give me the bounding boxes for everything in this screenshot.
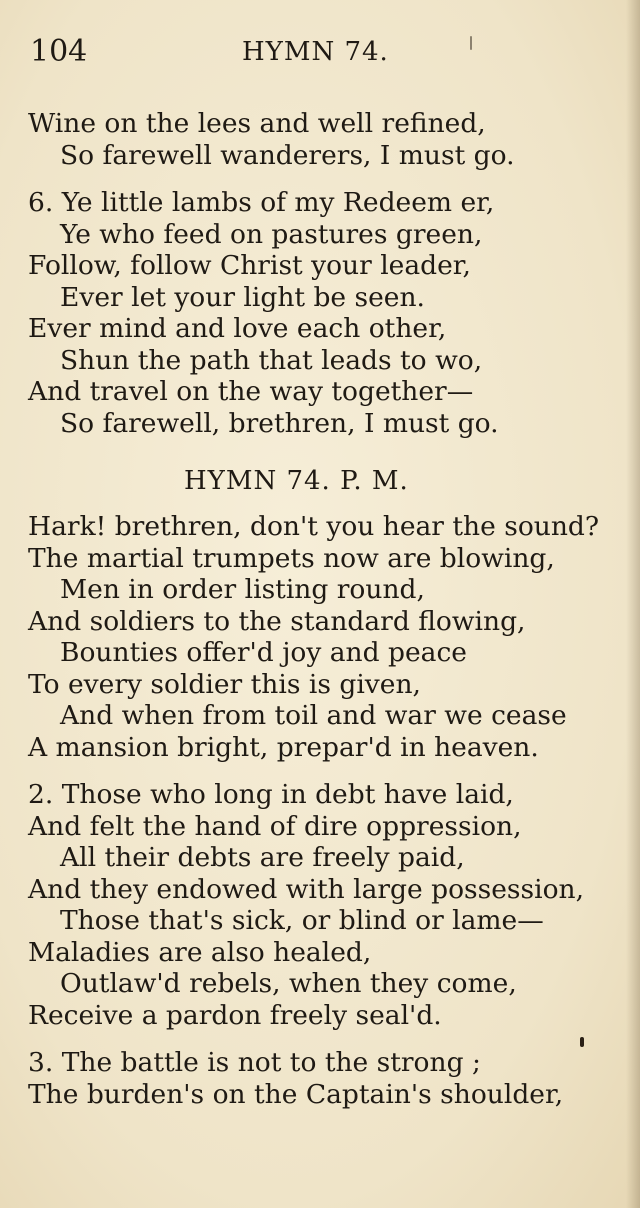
verse-line: Receive a pardon freely seal'd.: [28, 999, 442, 1031]
verse-line: So farewell wanderers, I must go.: [60, 139, 515, 171]
verse-line: And they endowed with large possession,: [28, 873, 585, 905]
verse-line: Hark! brethren, don't you hear the sound?: [28, 511, 600, 542]
verse-line: And felt the hand of dire oppression,: [28, 810, 522, 842]
verse-line: Ever let your light be seen.: [60, 281, 425, 313]
verse-line: All their debts are freely paid,: [60, 842, 465, 873]
verse-line: The burden's on the Captain's shoulder,: [28, 1078, 564, 1110]
verse-line: 6. Ye little lambs of my Redeem er,: [28, 187, 495, 218]
verse-6: [28, 187, 628, 439]
verse-line: And travel on the way together—: [28, 376, 474, 407]
title-gap: [28, 501, 628, 511]
stanza-gap: [28, 171, 628, 187]
ink-speck: [580, 1037, 584, 1047]
ink-speck: [470, 36, 472, 50]
stanza-gap: [28, 763, 628, 779]
stanza-gap: [28, 1031, 628, 1047]
running-head: HYMN 74.: [242, 37, 389, 67]
hymn-text: [28, 108, 628, 1110]
verse-line: So farewell, brethren, I must go.: [60, 407, 499, 439]
verse-line: To every soldier this is given,: [28, 668, 421, 700]
verse-line: And soldiers to the standard flowing,: [28, 605, 526, 637]
stanza-1: [28, 511, 628, 763]
page-number: 104: [30, 34, 88, 69]
stanza-2: [28, 779, 628, 1031]
page-edge-shadow: [626, 0, 640, 1208]
verse-line: Shun the path that leads to wo,: [60, 344, 483, 376]
verse-line: Ye who feed on pastures green,: [60, 218, 483, 250]
verse-line: Ever mind and love each other,: [28, 313, 447, 344]
verse-line: Men in order listing round,: [60, 574, 425, 605]
verse-line: Follow, follow Christ your leader,: [28, 250, 471, 281]
verse-line: A mansion bright, prepar'd in heaven.: [28, 731, 539, 763]
verse-line: Those that's sick, or blind or lame—: [60, 905, 544, 936]
verse-line: Bounties offer'd joy and peace: [60, 637, 467, 668]
verse-line: And when from toil and war we cease: [60, 700, 567, 731]
verse-line: 3. The battle is not to the strong ;: [28, 1047, 481, 1078]
verse-line: 2. Those who long in debt have laid,: [28, 779, 514, 810]
hymn-title: HYMN 74. P. M.: [184, 466, 409, 496]
title-gap: [28, 439, 628, 461]
stanza-3: [28, 1047, 628, 1110]
verse-line: Maladies are also healed,: [28, 936, 372, 968]
verse-line: Wine on the lees and well refined,: [28, 108, 486, 139]
page-header: [30, 30, 620, 74]
verse-line: The martial trumpets now are blowing,: [28, 542, 555, 574]
continuation-verse: [28, 108, 628, 171]
verse-line: Outlaw'd rebels, when they come,: [60, 968, 517, 999]
